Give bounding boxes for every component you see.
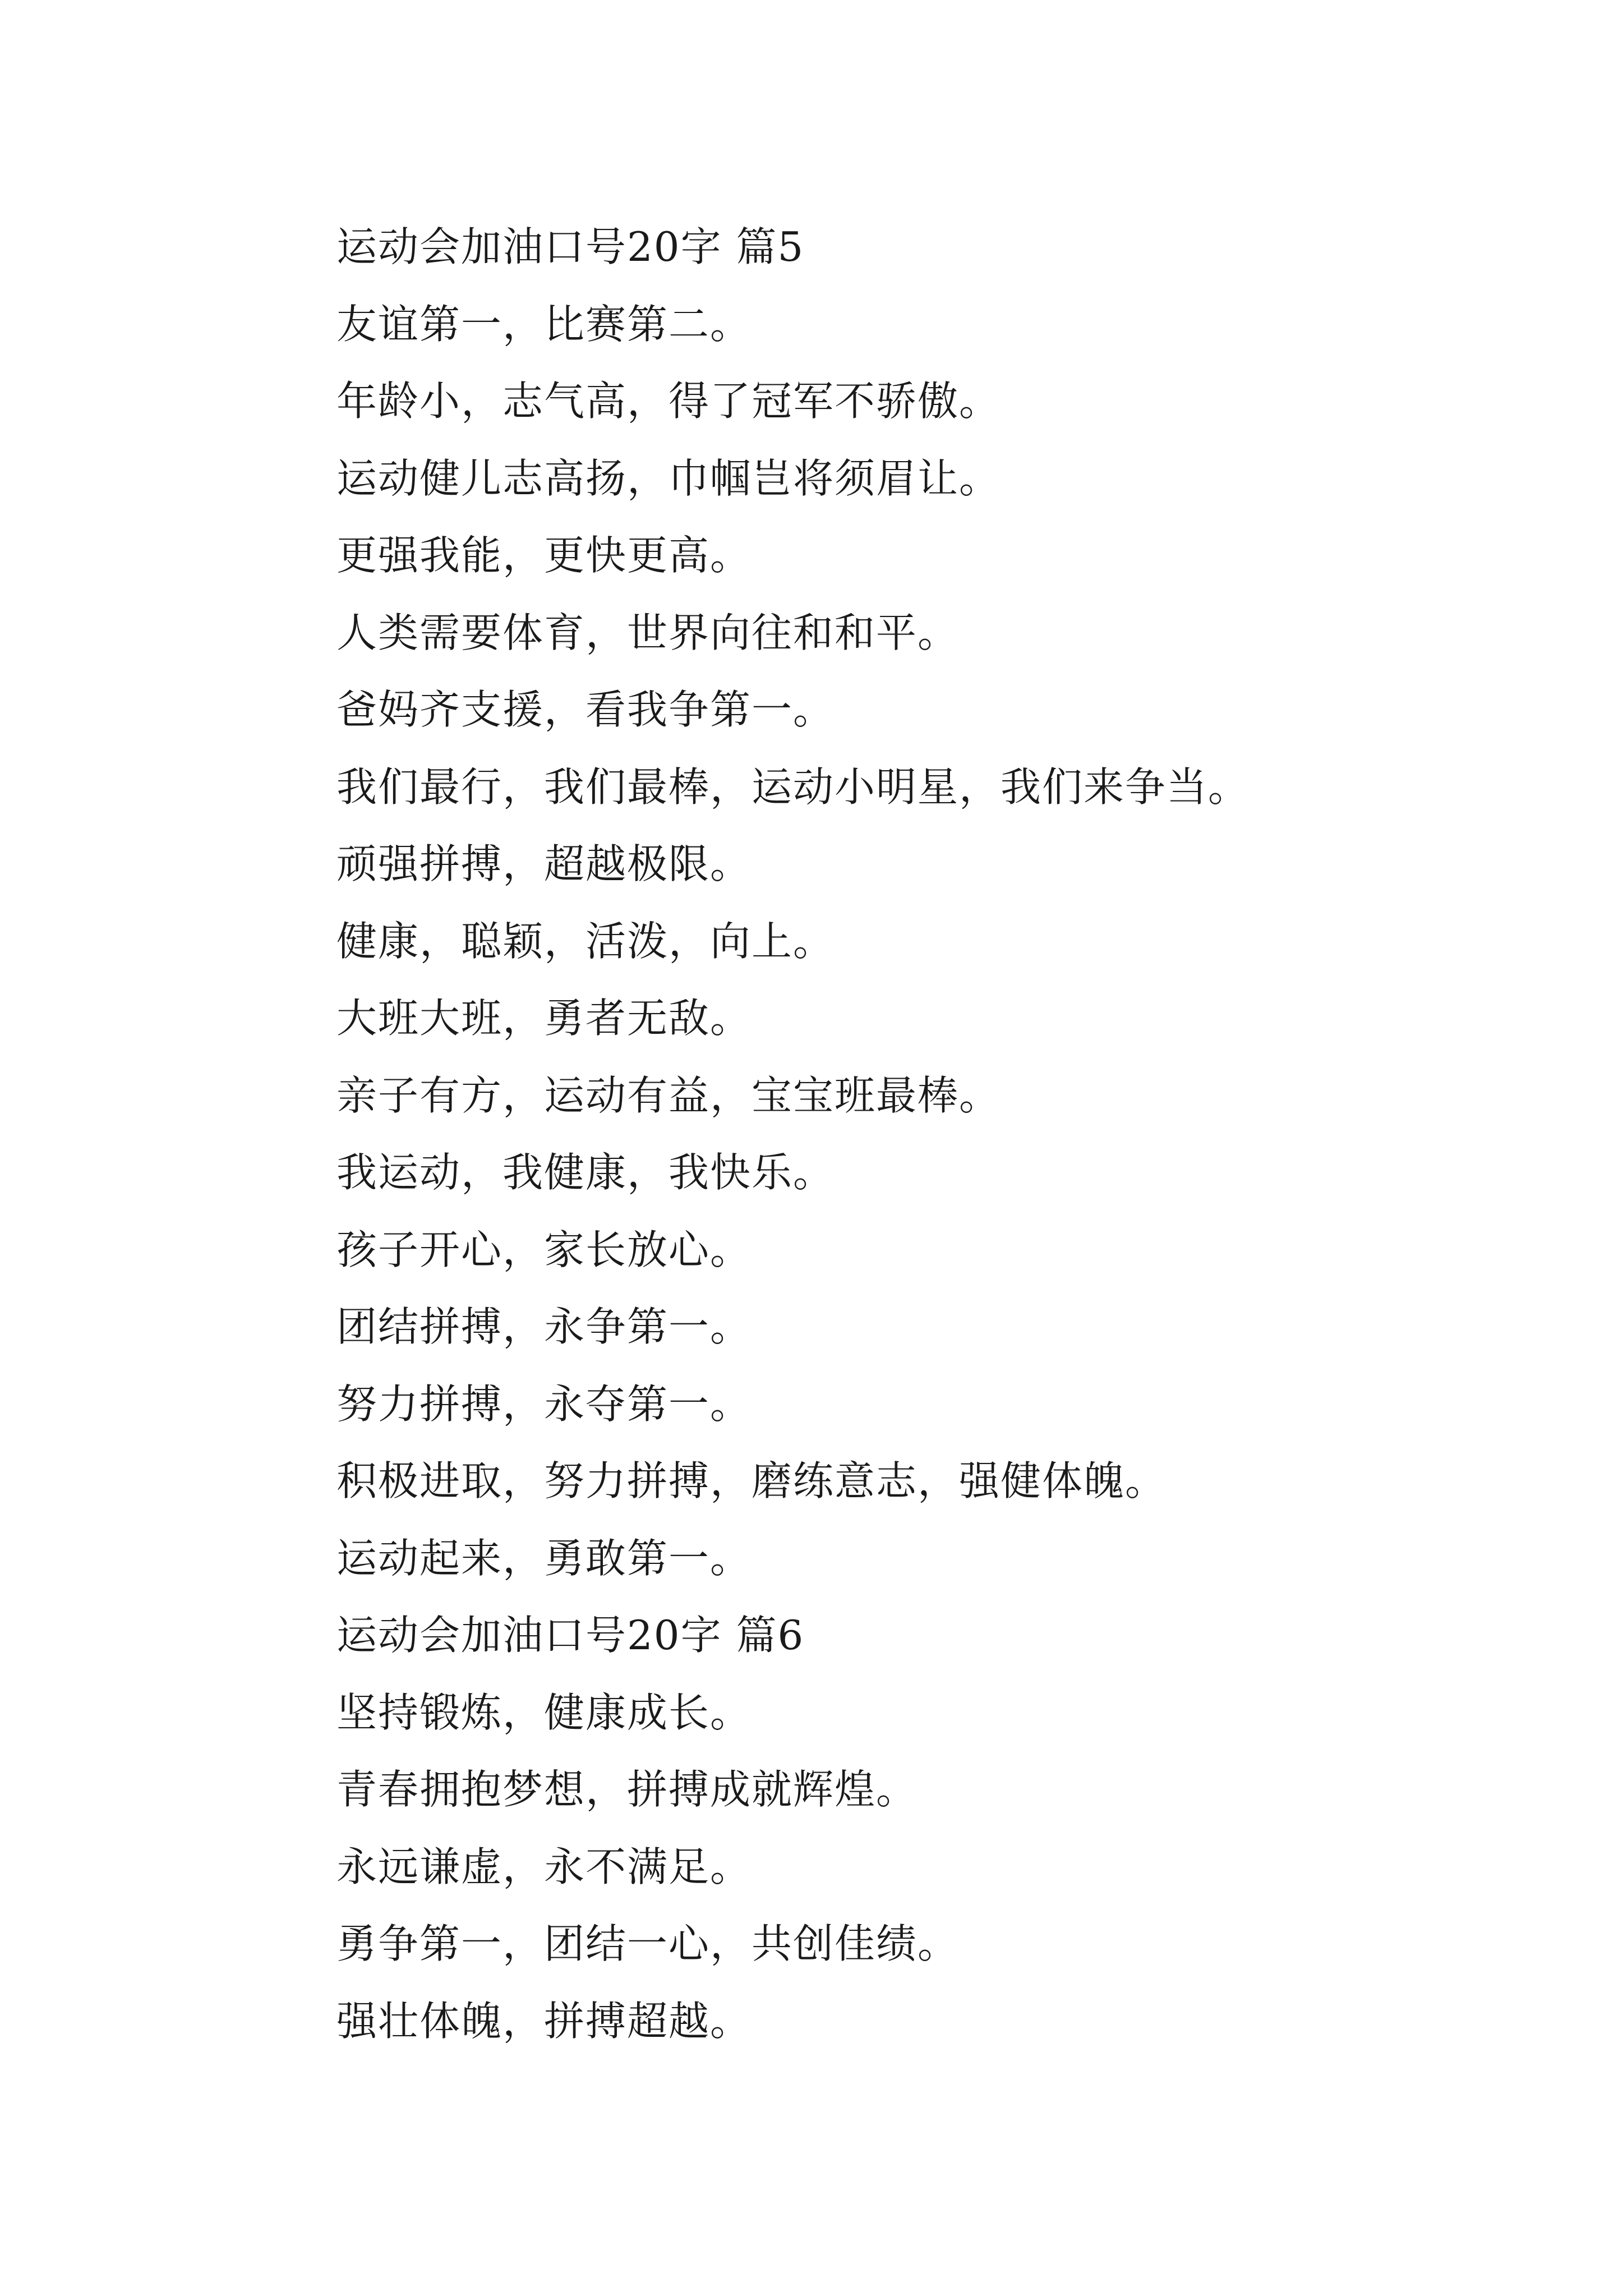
slogan-line: 永远谦虚，永不满足。 — [336, 1843, 752, 1890]
slogan-line: 大班大班，勇者无敌。 — [336, 995, 752, 1042]
slogan-line: 团结拼搏，永争第一。 — [336, 1303, 752, 1350]
slogan-line: 亲子有方，运动有益，宝宝班最棒。 — [336, 1071, 1001, 1119]
slogan-line: 健康，聪颖，活泼，向上。 — [336, 917, 835, 965]
slogan-line: 孩子开心，家长放心。 — [336, 1226, 752, 1273]
document-body — [336, 209, 1514, 2060]
slogan-line: 运动健儿志高扬，巾帼岂将须眉让。 — [336, 454, 1001, 502]
slogan-line: 更强我能，更快更高。 — [336, 532, 752, 579]
slogan-line: 我运动，我健康，我快乐。 — [336, 1149, 835, 1196]
slogan-line: 坚持锻炼，健康成长。 — [336, 1688, 752, 1736]
slogan-line: 强壮体魄，拼搏超越。 — [336, 1997, 752, 2045]
slogan-line: 人类需要体育，世界向往和和平。 — [336, 609, 960, 656]
section-heading: 运动会加油口号20字 篇6 — [336, 1612, 805, 1659]
slogan-line: 顽强拼搏，超越极限。 — [336, 840, 752, 887]
slogan-line: 友谊第一，比赛第二。 — [336, 300, 752, 348]
slogan-line: 年龄小，志气高，得了冠军不骄傲。 — [336, 378, 1001, 425]
section-heading: 运动会加油口号20字 篇5 — [336, 223, 805, 270]
slogan-line: 运动起来，勇敢第一。 — [336, 1534, 752, 1582]
slogan-line: 努力拼搏，永夺第一。 — [336, 1380, 752, 1428]
slogan-line: 我们最行，我们最棒，运动小明星，我们来争当。 — [336, 763, 1250, 811]
slogan-line: 勇争第一，团结一心，共创佳绩。 — [336, 1920, 960, 1967]
slogan-line: 积极进取，努力拼搏，磨练意志，强健体魄。 — [336, 1457, 1167, 1504]
slogan-line: 青春拥抱梦想，拼搏成就辉煌。 — [336, 1766, 918, 1813]
slogan-line: 爸妈齐支援，看我争第一。 — [336, 686, 835, 733]
